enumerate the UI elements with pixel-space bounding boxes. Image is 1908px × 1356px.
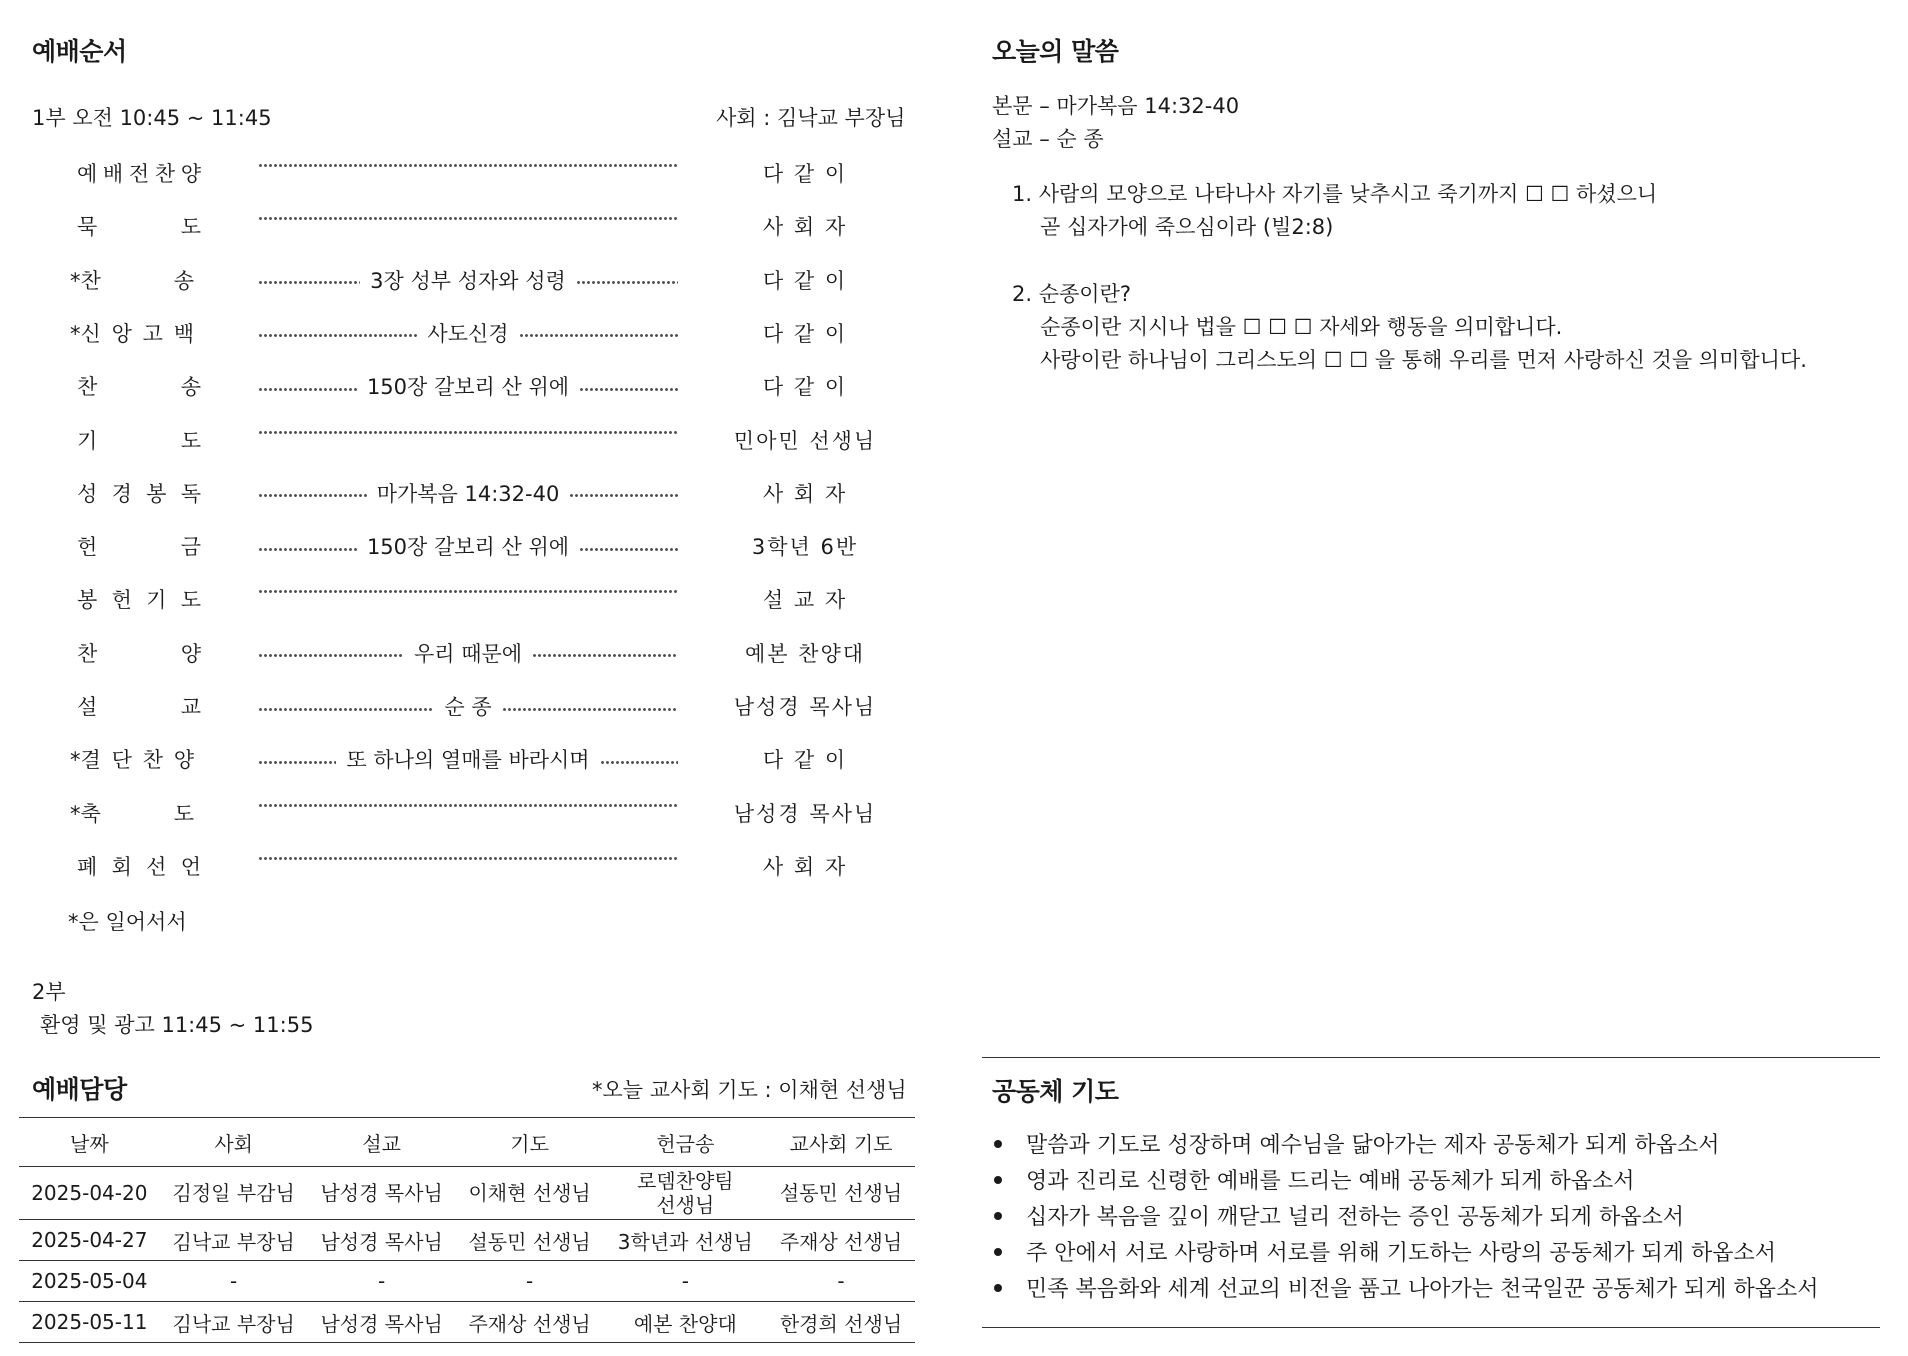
leader-dots xyxy=(258,804,678,807)
leader-dots xyxy=(258,431,678,434)
order-item-detail xyxy=(258,851,678,860)
table-cell: 남성경 목사님 xyxy=(308,1167,456,1220)
prayer-text: 십자가 복음을 깊이 깨닫고 널리 전하는 증인 공동체가 되게 하옵소서 xyxy=(1026,1205,1684,1230)
table-header: 사회 xyxy=(160,1118,308,1167)
order-item-detail xyxy=(258,211,678,220)
order-row xyxy=(0,738,930,778)
order-item-leader: 3학년 6반 xyxy=(751,535,859,560)
order-item-detail-text: 순 종 xyxy=(444,695,492,719)
order-item-detail-text: 마가복음 14:32-40 xyxy=(376,481,560,506)
leader-dots xyxy=(258,388,357,391)
leader-dots xyxy=(258,281,360,284)
scripture-text-line: 본문 – 마가복음 14:32-40 xyxy=(992,94,1240,118)
order-item-detail-text: 150장 갈보리 산 위에 xyxy=(366,535,570,560)
order-item-detail xyxy=(258,798,678,807)
order-item-detail-text: 3장 성부 성자와 성령 xyxy=(370,268,566,293)
leader-dots xyxy=(258,494,367,497)
order-item-leader: 예본 찬양대 xyxy=(744,641,866,666)
order-row xyxy=(0,578,930,618)
table-header: 헌금송 xyxy=(604,1118,767,1167)
bullet-icon xyxy=(994,1176,1002,1184)
todays-word-title: 오늘의 말씀 xyxy=(992,37,1119,66)
leader-dots xyxy=(258,217,678,220)
prayer-text: 말씀과 기도로 성장하며 예수님을 닮아가는 제자 공동체가 되게 하옵소서 xyxy=(1026,1133,1720,1158)
point2-line3: 사랑이란 하나님이 그리스도의 ☐ ☐ 을 통해 우리를 먼저 사랑하신 것을 의미합니다. xyxy=(1040,348,1807,372)
leader-dots xyxy=(258,548,357,551)
order-item-leader: 사 회 자 xyxy=(762,481,848,506)
order-item-label: 묵 도 xyxy=(77,215,201,240)
order-item-detail-text: 사도신경 xyxy=(427,321,509,346)
list-item xyxy=(990,1236,1819,1272)
order-item-detail xyxy=(258,478,678,508)
order-item-detail xyxy=(258,318,678,348)
bullet-icon xyxy=(994,1284,1002,1292)
order-item-label: *신 앙 고 백 xyxy=(70,321,194,346)
table-cell: 2025-05-11 xyxy=(19,1302,160,1343)
community-prayer-title: 공동체 기도 xyxy=(992,1077,1119,1106)
table-cell: - xyxy=(160,1261,308,1302)
table-cell: 설동민 선생님 xyxy=(767,1167,915,1220)
worship-order-title: 예배순서 xyxy=(32,37,127,66)
point1-line1: 1. 사람의 모양으로 나타나사 자기를 낮추시고 죽기까지 ☐ ☐ 하셨으니 xyxy=(1012,182,1658,206)
order-item-leader: 다 같 이 xyxy=(762,268,848,293)
table-cell: 김낙교 부장님 xyxy=(160,1302,308,1343)
table-cell: - xyxy=(767,1261,915,1302)
order-row xyxy=(0,205,930,245)
table-row xyxy=(19,1261,915,1302)
service2-detail: 환영 및 광고 11:45 ~ 11:55 xyxy=(40,1013,314,1037)
order-row xyxy=(0,152,930,192)
service1-time: 1부 오전 10:45 ~ 11:45 xyxy=(32,106,272,130)
order-item-detail xyxy=(258,744,678,774)
leader-dots xyxy=(258,334,417,337)
prayer-text: 영과 진리로 신령한 예배를 드리는 예배 공동체가 되게 하옵소서 xyxy=(1026,1169,1635,1194)
duty-schedule-table xyxy=(19,1117,915,1343)
order-row xyxy=(0,525,930,565)
table-cell: 2025-05-04 xyxy=(19,1261,160,1302)
order-item-label: 설 교 xyxy=(77,695,201,719)
table-row xyxy=(19,1302,915,1343)
order-item-label: 예 배 전 찬 양 xyxy=(77,162,201,186)
table-cell: 2025-04-27 xyxy=(19,1220,160,1261)
order-item-detail xyxy=(258,265,678,295)
table-cell: - xyxy=(456,1261,604,1302)
order-row xyxy=(0,685,930,725)
table-cell: 남성경 목사님 xyxy=(308,1220,456,1261)
leader-dots xyxy=(502,708,678,711)
order-item-detail xyxy=(258,638,678,668)
order-item-detail-text: 또 하나의 열매를 바라시며 xyxy=(346,748,590,773)
stand-note: *은 일어서서 xyxy=(68,910,187,934)
order-item-label: 찬 양 xyxy=(77,641,201,666)
order-row xyxy=(0,419,930,459)
duty-title: 예배담당 xyxy=(32,1075,127,1104)
order-item-leader: 다 같 이 xyxy=(762,375,848,400)
order-row xyxy=(0,472,930,512)
point2-line2: 순종이란 지시나 법을 ☐ ☐ ☐ 자세와 행동을 의미합니다. xyxy=(1040,315,1563,339)
table-cell: 김낙교 부장님 xyxy=(160,1220,308,1261)
order-item-leader: 민아민 선생님 xyxy=(733,428,877,453)
sermon-title-line: 설교 – 순 종 xyxy=(992,127,1104,151)
order-item-leader: 다 같 이 xyxy=(762,162,848,186)
order-item-detail-text: 우리 때문에 xyxy=(413,641,523,666)
list-item xyxy=(990,1128,1819,1164)
order-item-leader: 남성경 목사님 xyxy=(733,801,877,826)
prayer-top-divider xyxy=(982,1057,1880,1058)
order-item-label: *결 단 찬 양 xyxy=(70,748,194,773)
table-cell: 3학년과 선생님 xyxy=(604,1220,767,1261)
table-header: 날짜 xyxy=(19,1118,160,1167)
order-row xyxy=(0,845,930,885)
order-item-leader: 남성경 목사님 xyxy=(733,695,877,719)
order-row xyxy=(0,259,930,299)
order-row xyxy=(0,312,930,352)
service2-label: 2부 xyxy=(32,980,66,1004)
order-item-label: 헌 금 xyxy=(77,535,201,560)
order-item-detail xyxy=(258,691,678,721)
order-item-detail xyxy=(258,584,678,593)
order-item-leader: 설 교 자 xyxy=(762,588,848,613)
order-item-label: 성 경 봉 독 xyxy=(77,481,201,506)
table-cell: 이채현 선생님 xyxy=(456,1167,604,1220)
table-cell: 주재상 선생님 xyxy=(456,1302,604,1343)
table-header: 설교 xyxy=(308,1118,456,1167)
service1-host: 사회 : 김낙교 부장님 xyxy=(716,106,906,130)
leader-dots xyxy=(258,590,678,593)
leader-dots xyxy=(576,281,678,284)
table-row xyxy=(19,1220,915,1261)
table-cell: 2025-04-20 xyxy=(19,1167,160,1220)
table-row xyxy=(19,1167,915,1220)
order-item-label: 폐 회 선 언 xyxy=(77,854,201,879)
community-prayer-list xyxy=(990,1128,1819,1308)
order-item-label: *축 도 xyxy=(70,801,194,826)
list-item xyxy=(990,1200,1819,1236)
order-item-leader: 사 회 자 xyxy=(762,215,848,240)
order-item-detail xyxy=(258,158,678,167)
order-row xyxy=(0,365,930,405)
list-item xyxy=(990,1164,1819,1200)
table-cell: 로뎀찬양팀 선생님 xyxy=(604,1167,767,1220)
leader-dots xyxy=(519,334,678,337)
leader-dots xyxy=(258,654,404,657)
order-item-label: *찬 송 xyxy=(70,268,194,293)
leader-dots xyxy=(569,494,678,497)
worship-order-list xyxy=(0,152,930,879)
prayer-bottom-divider xyxy=(982,1327,1880,1328)
order-item-leader: 다 같 이 xyxy=(762,321,848,346)
table-cell: - xyxy=(604,1261,767,1302)
leader-dots xyxy=(258,708,434,711)
order-item-detail xyxy=(258,531,678,561)
point2-line1: 2. 순종이란? xyxy=(1012,282,1132,306)
order-item-label: 찬 송 xyxy=(77,375,201,400)
order-item-leader: 다 같 이 xyxy=(762,748,848,773)
order-row xyxy=(0,792,930,832)
order-item-detail xyxy=(258,371,678,401)
bullet-icon xyxy=(994,1248,1002,1256)
order-item-detail-text: 150장 갈보리 산 위에 xyxy=(366,375,570,400)
order-item-detail xyxy=(258,425,678,434)
table-cell: 설동민 선생님 xyxy=(456,1220,604,1261)
table-header: 기도 xyxy=(456,1118,604,1167)
table-header: 교사회 기도 xyxy=(767,1118,915,1167)
table-cell: 주재상 선생님 xyxy=(767,1220,915,1261)
list-item xyxy=(990,1272,1819,1308)
order-row xyxy=(0,632,930,672)
prayer-text: 민족 복음화와 세계 선교의 비전을 품고 나아가는 천국일꾼 공동체가 되게 하옵소서 xyxy=(1026,1277,1819,1302)
order-item-label: 기 도 xyxy=(77,428,201,453)
table-cell: 예본 찬양대 xyxy=(604,1302,767,1343)
table-cell: 남성경 목사님 xyxy=(308,1302,456,1343)
prayer-text: 주 안에서 서로 사랑하며 서로를 위해 기도하는 사랑의 공동체가 되게 하옵소서 xyxy=(1026,1241,1776,1266)
duty-note: *오늘 교사회 기도 : 이채현 선생님 xyxy=(592,1078,907,1102)
table-cell: 김정일 부감님 xyxy=(160,1167,308,1220)
point1-line2: 곧 십자가에 죽으심이라 (빌2:8) xyxy=(1040,215,1334,239)
order-item-leader: 사 회 자 xyxy=(762,854,848,879)
table-header-row xyxy=(19,1118,915,1167)
leader-dots xyxy=(258,857,678,860)
bullet-icon xyxy=(994,1212,1002,1220)
bullet-icon xyxy=(994,1140,1002,1148)
leader-dots xyxy=(532,654,678,657)
leader-dots xyxy=(258,164,678,167)
table-cell: - xyxy=(308,1261,456,1302)
leader-dots xyxy=(600,761,678,764)
table-cell: 한경희 선생님 xyxy=(767,1302,915,1343)
order-item-label: 봉 헌 기 도 xyxy=(77,588,201,613)
leader-dots xyxy=(258,761,336,764)
leader-dots xyxy=(579,548,678,551)
leader-dots xyxy=(579,388,678,391)
